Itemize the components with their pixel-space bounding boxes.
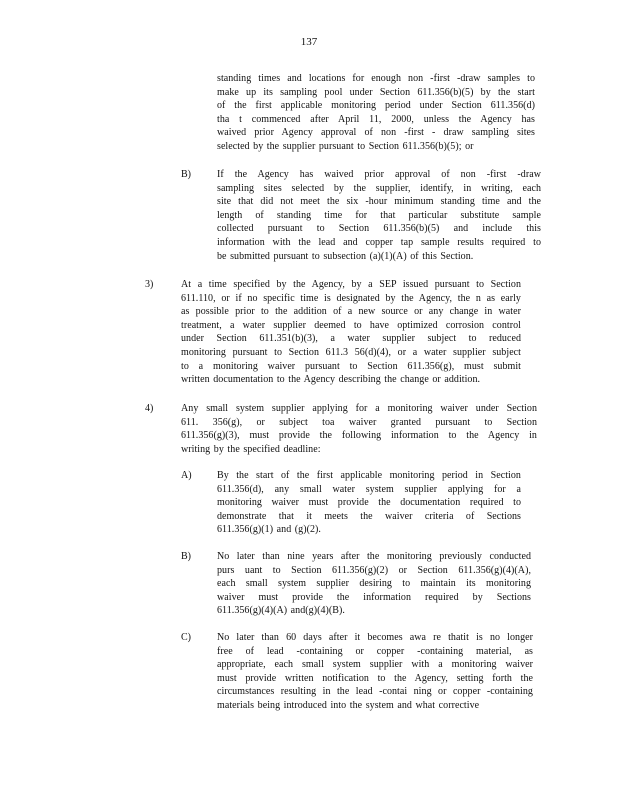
item-a-paragraph — [217, 469, 521, 537]
text-line: under Section 611.351(b)(3), a water supplier subject to reduced — [181, 333, 521, 345]
text-line: 611. 356(g), or subject toa waiver granted pursuant to Section — [181, 416, 537, 428]
text-line: By the start of the first applicable monitoring period in Section — [217, 470, 521, 481]
text-line: If the Agency has waived prior approval of non -first -draw — [217, 169, 541, 180]
text-line: information with the lead and copper tap sample results required to — [217, 236, 541, 248]
item-b-paragraph — [217, 168, 541, 263]
text-line: appropriate, each small system supplier with a monitoring waiver — [217, 659, 533, 671]
text-line: selected by the supplier pursuant to Section 611.356(b)(5); or — [217, 140, 474, 152]
text-line: written documentation to the Agency describing the change or addition. — [181, 374, 481, 386]
text-line: waiver must provide the information required by Sections — [217, 591, 531, 603]
text-line: site that did not meet the six -hour minimum standing time and the — [217, 196, 541, 208]
text-line: circumstances resulting in the lead -contai ning or copper -containing — [217, 686, 533, 698]
text-line: make up its sampling pool under Section 611.356(b)(5) by the start — [217, 86, 535, 98]
text-line: length of standing time for that particular substitute sample — [217, 209, 541, 221]
text-line: materials being introduced into the system and what corrective — [217, 699, 480, 711]
item-c-paragraph — [217, 631, 533, 713]
text-line: waived prior Agency approval of non -first - draw sampling sites — [217, 127, 535, 139]
text-line: 611.356(d), any small water system supplier applying for a — [217, 483, 521, 495]
text-line: purs uant to Section 611.356(g)(2) or Section 611.356(g)(4)(A), — [217, 564, 531, 576]
item-b-paragraph-2 — [217, 550, 531, 618]
item-marker-b: B) — [181, 169, 191, 180]
item-marker-c: C) — [181, 632, 191, 643]
text-line: monitoring waiver must provide the documentation required to — [217, 497, 521, 509]
item-3-paragraph — [181, 278, 521, 387]
text-line: 611.110, or if no specific time is designated by the Agency, the n as early — [181, 292, 521, 304]
continuation-paragraph — [217, 72, 535, 154]
text-line: must provide written notification to the Agency, setting forth the — [217, 672, 533, 684]
text-line: No later than 60 days after it becomes awa re thatit is no longer — [217, 632, 533, 643]
text-line: sampling sites selected by the supplier, identify, in writing, each — [217, 182, 541, 194]
text-line: demonstrate that it meets the waiver criteria of Sections — [217, 510, 521, 522]
text-line: collected pursuant to Section 611.356(b)(5) and include this — [217, 223, 541, 235]
text-line: of the first applicable monitoring period under Section 611.356(d) — [217, 100, 535, 112]
text-line: tha t commenced after April 11, 2000, unless the Agency has — [217, 113, 535, 125]
text-line: be submitted pursuant to subsection (a)(1)(A) of this Section. — [217, 250, 474, 262]
text-line: 611.356(g)(1) and (g)(2). — [217, 524, 321, 536]
text-line: treatment, a water supplier deemed to have optimized corrosion control — [181, 319, 521, 331]
text-line: monitoring pursuant to Section 611.3 56(d)(4), or a water supplier subject — [181, 346, 521, 358]
text-line: 611.356(g)(3), must provide the following information to the Agency in — [181, 430, 537, 442]
text-line: standing times and locations for enough non -first -draw samples to — [217, 73, 535, 84]
text-line: Any small system supplier applying for a monitoring waiver under Section — [181, 403, 537, 414]
text-line: No later than nine years after the monitoring previously conducted — [217, 551, 531, 562]
page-number: 137 — [300, 36, 318, 48]
text-line: At a time specified by the Agency, by a SEP issued pursuant to Section — [181, 279, 521, 290]
item-marker-4: 4) — [145, 403, 154, 414]
item-marker-b: B) — [181, 551, 191, 562]
item-marker-a: A) — [181, 470, 192, 481]
text-line: free of lead -containing or copper -containing material, as — [217, 645, 533, 657]
text-line: each small system supplier desiring to maintain its monitoring — [217, 578, 531, 590]
text-line: writing by the specified deadline: — [181, 443, 321, 455]
text-line: to a monitoring waiver pursuant to Section 611.356(g), must submit — [181, 360, 521, 372]
text-line: 611.356(g)(4)(A) and(g)(4)(B). — [217, 605, 345, 617]
text-line: as possible prior to the addition of a new source or any change in water — [181, 306, 521, 318]
item-4-paragraph — [181, 402, 537, 456]
item-marker-3: 3) — [145, 279, 154, 290]
